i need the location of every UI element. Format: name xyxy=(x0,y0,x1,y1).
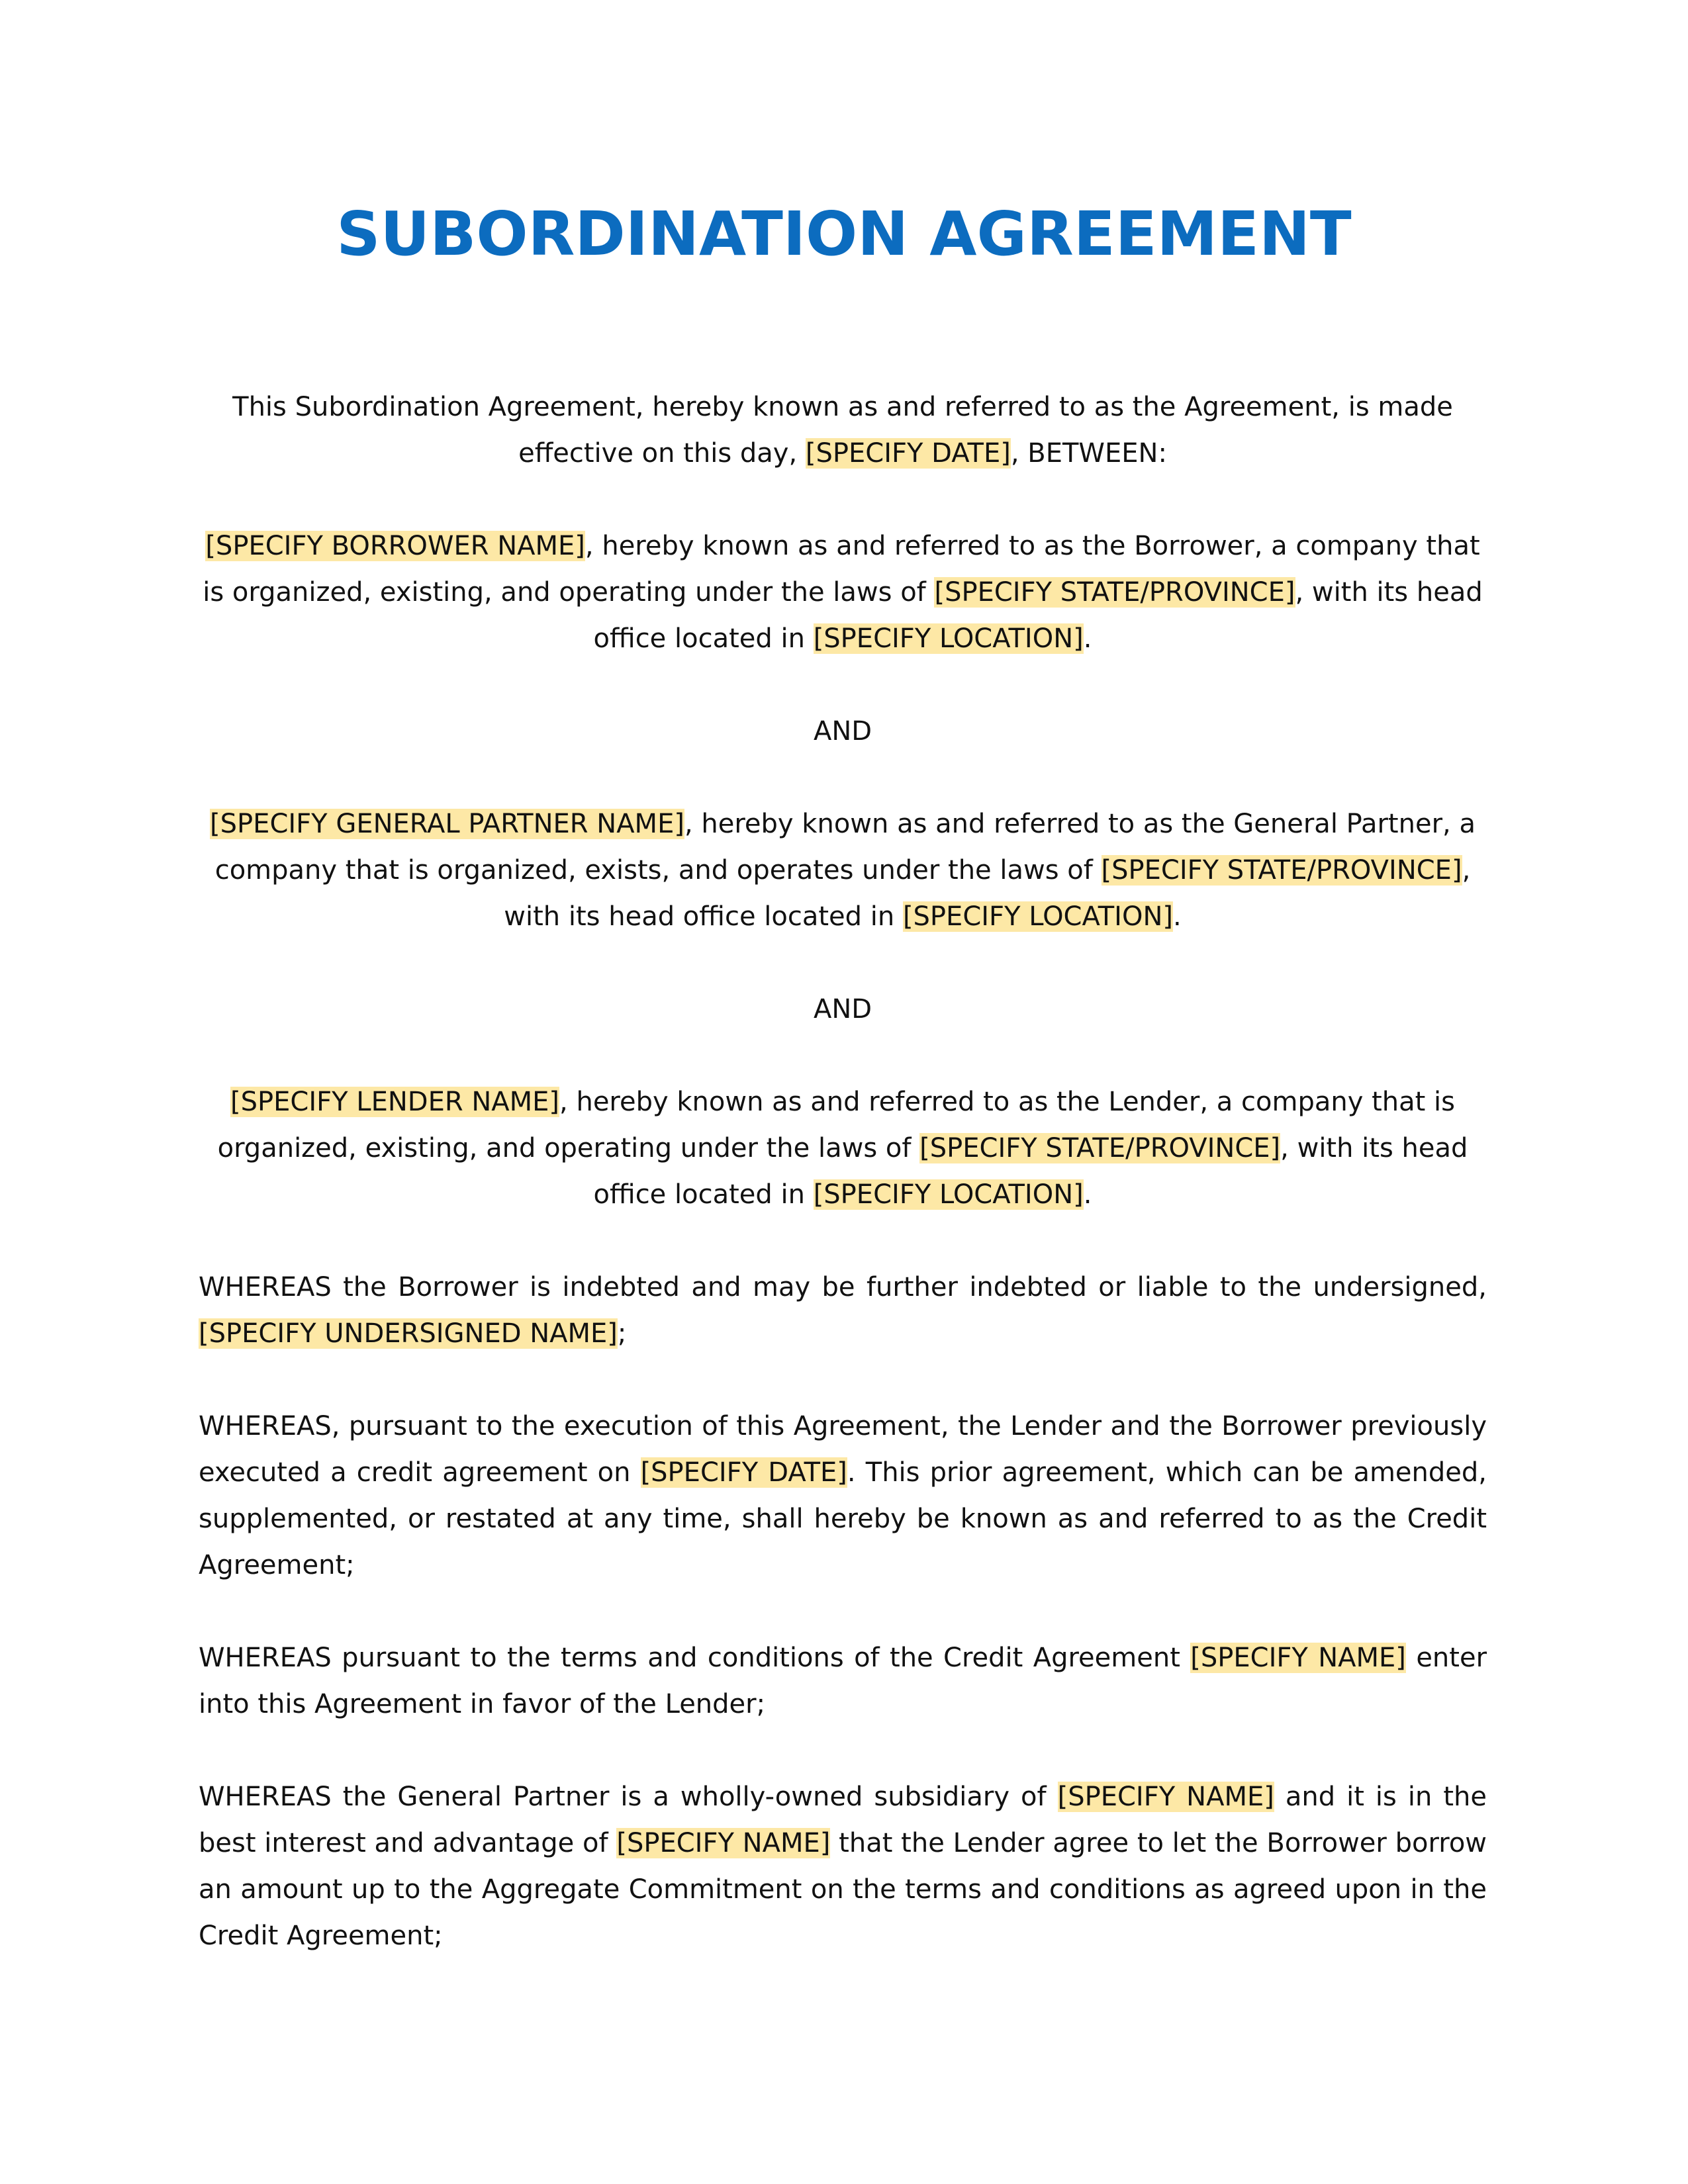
placeholder-general-partner-state: [SPECIFY STATE/PROVINCE] xyxy=(1101,855,1462,886)
lender-paragraph xyxy=(199,1079,1487,1218)
and-separator-2: AND xyxy=(813,994,872,1024)
general-partner-text-2: , with its head office located in xyxy=(504,855,1471,932)
general-partner-text-end: . xyxy=(1172,901,1182,932)
borrower-text-2: , with its head office located in xyxy=(593,577,1483,654)
lender-text-end: . xyxy=(1083,1179,1092,1210)
whereas-1-text: WHEREAS the Borrower is indebted and may be further indebted or liable to the undersigned, xyxy=(199,1272,1487,1302)
whereas-2-text-end: . This prior agreement, which can be amended, supplemented, or restated at any time, shall hereby be known as and referred to as the Credit Agreement; xyxy=(199,1457,1487,1580)
intro-text: This Subordination Agreement, hereby known as and referred to as the Agreement, is made effective on this day, xyxy=(232,392,1453,469)
whereas-paragraph-2 xyxy=(199,1403,1487,1588)
whereas-paragraph-1 xyxy=(199,1264,1487,1357)
placeholder-borrower-location: [SPECIFY LOCATION] xyxy=(813,623,1084,654)
lender-text: , hereby known as and referred to as the Lender, a company that is organized, existing, and operating under the laws of xyxy=(217,1087,1455,1163)
general-partner-text: , hereby known as and referred to as the General Partner, a company that is organized, exists, and operates under the laws of xyxy=(214,809,1476,886)
lender-text-2: , with its head office located in xyxy=(593,1133,1468,1210)
placeholder-name: [SPECIFY NAME] xyxy=(1190,1643,1406,1673)
placeholder-borrower-state: [SPECIFY STATE/PROVINCE] xyxy=(934,577,1295,608)
placeholder-date: [SPECIFY DATE] xyxy=(805,438,1011,469)
borrower-text-end: . xyxy=(1083,623,1092,654)
placeholder-beneficiary-name: [SPECIFY NAME] xyxy=(616,1828,831,1858)
whereas-3-text-end: enter into this Agreement in favor of the Lender; xyxy=(199,1643,1487,1719)
whereas-1-text-end: ; xyxy=(617,1318,627,1349)
whereas-4-text: WHEREAS the General Partner is a wholly-owned subsidiary of xyxy=(199,1782,1058,1812)
general-partner-paragraph xyxy=(199,801,1487,940)
borrower-paragraph xyxy=(199,523,1487,662)
placeholder-undersigned-name: [SPECIFY UNDERSIGNED NAME] xyxy=(199,1318,618,1349)
whereas-paragraph-3 xyxy=(199,1635,1487,1727)
intro-paragraph xyxy=(199,384,1487,477)
whereas-paragraph-4 xyxy=(199,1774,1487,1959)
document-body xyxy=(199,384,1487,2005)
intro-text-end: , BETWEEN: xyxy=(1010,438,1167,469)
whereas-4-text-end: that the Lender agree to let the Borrower borrow an amount up to the Aggregate Commitment on the terms and conditions as agreed upon in the Credit Agreement; xyxy=(199,1828,1487,1951)
placeholder-general-partner-name: [SPECIFY GENERAL PARTNER NAME] xyxy=(210,809,684,839)
whereas-2-text: WHEREAS, pursuant to the execution of this Agreement, the Lender and the Borrower previously executed a credit agreement on xyxy=(199,1411,1487,1488)
placeholder-parent-name: [SPECIFY NAME] xyxy=(1057,1782,1274,1812)
placeholder-general-partner-location: [SPECIFY LOCATION] xyxy=(902,901,1173,932)
and-separator-1: AND xyxy=(813,716,872,747)
placeholder-borrower-name: [SPECIFY BORROWER NAME] xyxy=(205,531,585,561)
placeholder-lender-state: [SPECIFY STATE/PROVINCE] xyxy=(919,1133,1281,1163)
whereas-4-text-2: and it is in the best interest and advantage of xyxy=(199,1782,1487,1858)
whereas-3-text: WHEREAS pursuant to the terms and conditions of the Credit Agreement xyxy=(199,1643,1191,1673)
placeholder-lender-name: [SPECIFY LENDER NAME] xyxy=(230,1087,560,1117)
placeholder-lender-location: [SPECIFY LOCATION] xyxy=(813,1179,1084,1210)
placeholder-credit-date: [SPECIFY DATE] xyxy=(640,1457,847,1488)
document-title: SUBORDINATION AGREEMENT xyxy=(336,199,1352,269)
borrower-text: , hereby known as and referred to as the Borrower, a company that is organized, existing, and operating under the laws of xyxy=(203,531,1480,608)
